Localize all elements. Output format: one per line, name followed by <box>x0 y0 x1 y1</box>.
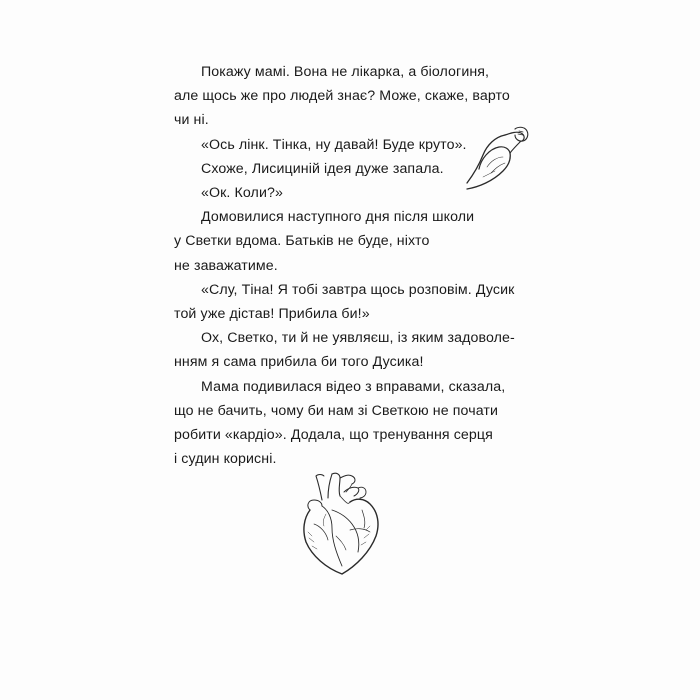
anatomical-heart-icon <box>300 470 385 580</box>
text-line: і судин корисні. <box>174 451 277 468</box>
text-line: «Ок. Коли?» <box>201 185 283 202</box>
text-line: Схоже, Лисициній ідея дуже запала. <box>201 160 444 177</box>
text-line: Ох, Светко, ти й не уявляєш, із яким задоволе- <box>201 330 515 347</box>
text-line: чи ні. <box>174 112 209 129</box>
body-text <box>174 60 515 471</box>
text-line: «Слу, Тіна! Я тобі завтра щось розповім. Дусик <box>201 281 515 298</box>
text-line: не заважатиме. <box>174 257 278 274</box>
flexed-arm-icon <box>465 125 535 190</box>
text-line: Покажу мамі. Вона не лікарка, а біологиня, <box>201 64 490 80</box>
text-line: робити «кардіо». Додала, що тренування серця <box>174 427 493 444</box>
text-line: у Светки вдома. Батьків не буде, ніхто <box>174 233 430 250</box>
text-line: нням я сама прибила би того Дусика! <box>174 354 424 371</box>
text-line: той уже дістав! Прибила би!» <box>174 306 370 323</box>
text-line: Домовилися наступного дня після школи <box>201 209 475 226</box>
text-line: але щось же про людей знає? Може, скаже, варто <box>174 88 510 105</box>
text-line: «Ось лінк. Тінка, ну давай! Буде круто». <box>201 136 467 153</box>
text-line: Мама подивилася відео з вправами, сказала, <box>201 378 506 395</box>
text-line: що не бачить, чому би нам зі Светкою не почати <box>174 402 499 419</box>
